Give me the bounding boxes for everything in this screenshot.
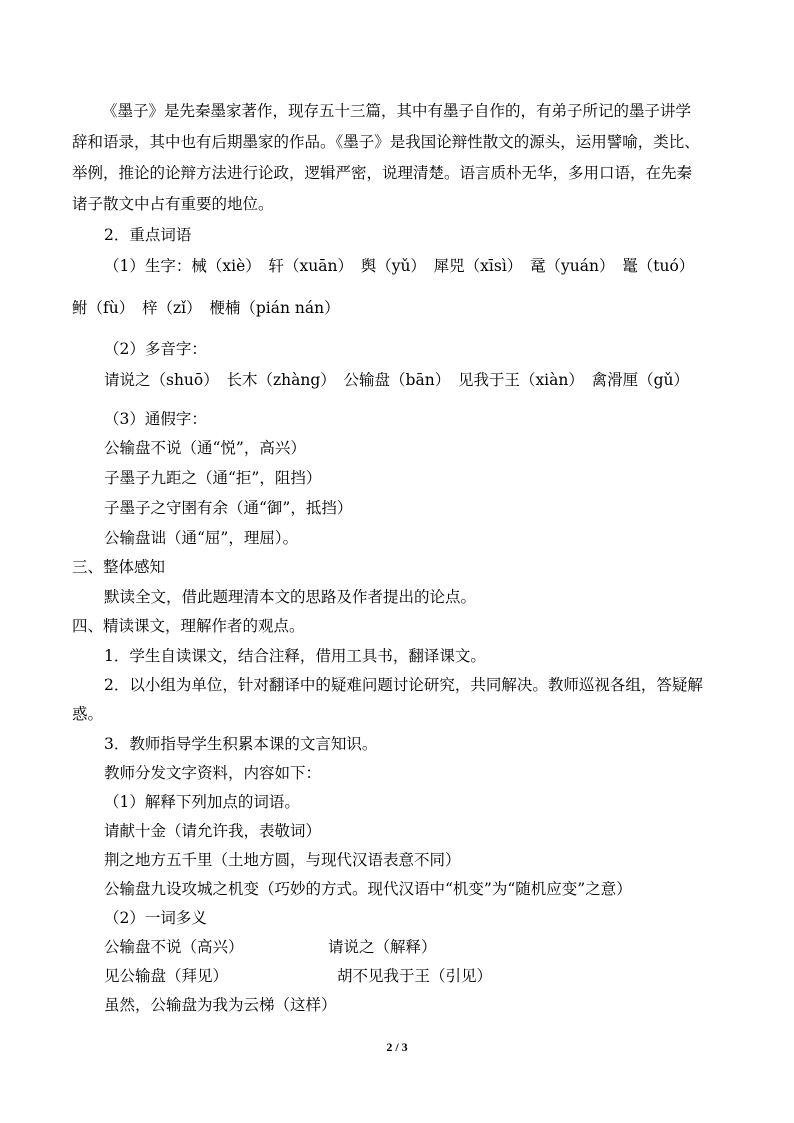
- new-chars-list: 械（xiè） 轩（xuān） 舆（yǔ） 犀兕（xīsì） 鼋（yuán） 鼍（tuó）: [191, 257, 695, 275]
- final-line: 虽然，公输盘为我为云梯（这样）: [104, 996, 337, 1014]
- page-number: 2 / 3: [386, 1040, 408, 1054]
- overall-body: 默读全文，借此题理清本文的思路及作者提出的论点。: [104, 588, 477, 606]
- tongjia-item: 公输盘诎（通“屈”，理屈）。: [104, 529, 299, 547]
- step-2-line-2: 惑。: [72, 705, 104, 723]
- section-heading-close-reading: 四、精读课文，理解作者的观点。: [72, 617, 305, 635]
- explain-label: （1）解释下列加点的词语。: [104, 793, 300, 811]
- polysemy-right: 胡不见我于王（引见）: [337, 967, 493, 985]
- polyphone-label: （2）多音字：: [104, 340, 207, 358]
- section-heading-key-words: 2．重点词语: [104, 226, 192, 244]
- new-chars-label: （1）生字：: [104, 257, 192, 275]
- polysemy-left: 见公输盘（拜见）: [104, 967, 229, 985]
- polysemy-left: 公输盘不说（高兴）: [104, 938, 244, 956]
- intro-line-3: 举例，推论的论辩方法进行论政，逻辑严密，说理清楚。语言质朴无华，多用口语，在先秦: [72, 164, 693, 182]
- step-3: 3．教师指导学生积累本课的文言知识。: [104, 735, 378, 753]
- handout-intro: 教师分发文字资料，内容如下：: [104, 764, 322, 782]
- intro-line-4: 诸子散文中占有重要的地位。: [72, 195, 274, 213]
- step-1: 1．学生自读课文，结合注释，借用工具书，翻译课文。: [104, 647, 486, 665]
- tongjia-item: 子墨子九距之（通“拒”，阻挡）: [104, 469, 322, 487]
- tongjia-item: 子墨子之守圉有余（通“御”，抵挡）: [104, 499, 353, 517]
- polyphone-list: 请说之（shuō） 长木（zhàng） 公输盘（bān） 见我于王（xiàn） 禽滑厘（gǔ）: [104, 371, 690, 389]
- intro-line-2: 辞和语录，其中也有后期墨家的作品。《墨子》是我国论辩性散文的源头，运用譬喻，类比、: [72, 133, 700, 151]
- section-heading-overall: 三、整体感知: [72, 558, 166, 576]
- step-2-line-1: 2．以小组为单位，针对翻译中的疑难问题讨论研究，共同解决。教师巡视各组，答疑解: [104, 676, 703, 694]
- polysemy-label: （2）一词多义: [104, 909, 207, 927]
- explain-item: 公输盘九设攻城之机变（巧妙的方式。现代汉语中“机变”为“随机应变”之意）: [104, 880, 632, 898]
- tongjia-label: （3）通假字：: [104, 410, 207, 428]
- explain-item: 荆之地方五千里（土地方圆，与现代汉语表意不同）: [104, 851, 461, 869]
- new-chars-row-1: [104, 256, 694, 276]
- intro-line-1: 《墨子》是先秦墨家著作，现存五十三篇，其中有墨子自作的，有弟子所记的墨子讲学: [102, 102, 692, 120]
- tongjia-item: 公输盘不说（通“悦”，高兴）: [104, 439, 306, 457]
- polysemy-right: 请说之（解释）: [328, 938, 437, 956]
- new-chars-row-2: 鲋（fù） 梓（zǐ） 楩楠（pián nán）: [72, 299, 340, 317]
- explain-item: 请献十金（请允许我，表敬词）: [104, 822, 322, 840]
